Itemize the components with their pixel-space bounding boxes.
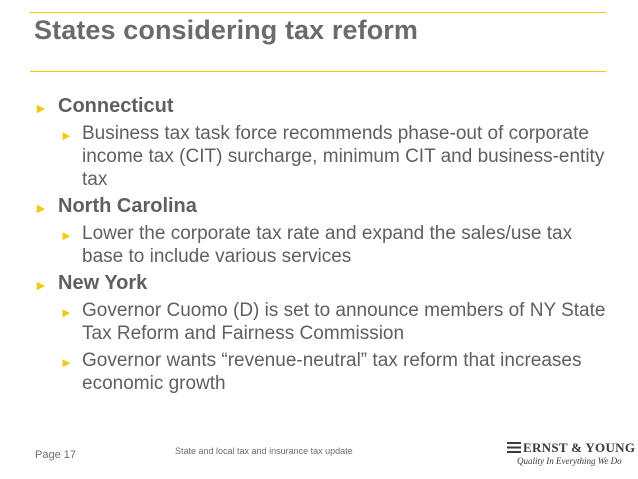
logo-tagline: Quality In Everything We Do	[517, 456, 622, 466]
bullet-level2	[60, 122, 614, 191]
triangle-right-icon: ►	[34, 200, 48, 216]
title-rule	[30, 71, 606, 72]
bullet-level2	[60, 222, 614, 268]
page-number: Page 17	[35, 449, 76, 461]
logo-wordmark	[507, 440, 636, 456]
section-connecticut	[34, 94, 614, 191]
bullet-level2	[60, 349, 614, 395]
bullet-level1	[34, 94, 614, 118]
bullet-text: Governor wants “revenue-neutral” tax reform that increases economic growth	[82, 350, 582, 394]
bullet-level2	[60, 299, 614, 345]
bullet-level1	[34, 271, 614, 295]
top-rule	[30, 12, 606, 13]
section-heading: New York	[58, 272, 148, 294]
section-heading: Connecticut	[58, 95, 174, 117]
triangle-right-icon: ►	[34, 100, 48, 116]
ey-bars-icon	[507, 442, 521, 453]
section-new-york	[34, 271, 614, 395]
triangle-right-icon: ►	[60, 228, 73, 243]
section-heading: North Carolina	[58, 195, 197, 217]
slide-title: States considering tax reform	[34, 15, 419, 45]
triangle-right-icon: ►	[60, 305, 73, 320]
bullet-text: Lower the corporate tax rate and expand the sales/use tax base to include various services	[82, 223, 573, 267]
triangle-right-icon: ►	[60, 128, 73, 143]
bullet-level1	[34, 194, 614, 218]
bullet-text: Business tax task force recommends phase-out of corporate income tax (CIT) surcharge, minimum CIT and business-entity tax	[82, 123, 605, 190]
logo-name-text: ERNST & YOUNG	[523, 440, 636, 455]
triangle-right-icon: ►	[60, 355, 73, 370]
section-north-carolina	[34, 194, 614, 268]
slide-content	[34, 94, 614, 398]
ernst-young-logo	[507, 440, 636, 472]
footer-text: State and local tax and insurance tax update	[175, 446, 353, 456]
bullet-text: Governor Cuomo (D) is set to announce members of NY State Tax Reform and Fairness Commission	[82, 300, 606, 344]
triangle-right-icon: ►	[34, 277, 48, 293]
